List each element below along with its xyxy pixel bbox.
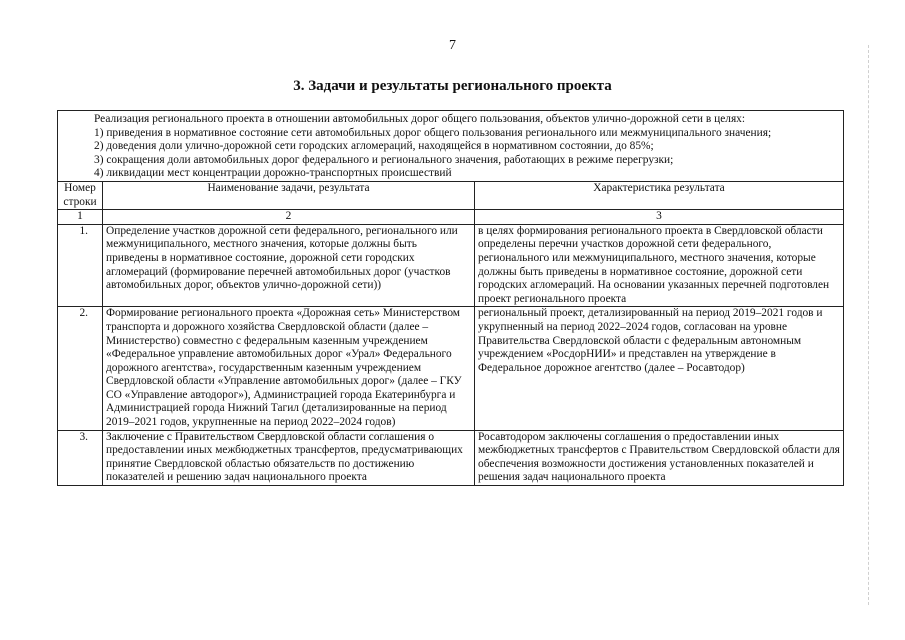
intro-line: 3) сокращения доли автомобильных дорог федерального и регионального значения, работающих в режиме перегрузки; — [94, 153, 674, 166]
result-cell: в целях формирования регионального проекта в Свердловской области определены перечни участков дорожной сети федерального, регионального или межмуниципального, местного значения, которые должны быть приведены в нормативное состояние, дорожной сети городских агломераций. На основании указанных перечней подготовлен проект регионального проекта — [475, 224, 844, 307]
intro-line: Реализация регионального проекта в отношении автомобильных дорог общего пользования, объектов улично-дорожной сети в целях: — [94, 113, 746, 125]
table-row — [58, 307, 844, 430]
column-numbers-row — [58, 210, 844, 225]
header-row — [58, 181, 844, 209]
page-number: 7 — [449, 38, 456, 53]
intro-row — [58, 111, 844, 182]
result-cell: региональный проект, детализированный на период 2019–2021 годов и укрупненный на период 2022–2024 годов, согласован на уровне Правительства Свердловской области с федеральным автономным учреждением «РосдорНИИ» и представлен на утверждение в Федеральное дорожное агентство (далее – Росавтодор) — [475, 307, 844, 430]
intro-line: 1) приведения в нормативное состояние сети автомобильных дорог общего пользования регионального или межмуниципального значения; — [94, 126, 772, 139]
row-number: 1. — [58, 224, 103, 307]
table-row — [58, 430, 844, 485]
section-title: 3. Задачи и результаты регионального проекта — [293, 78, 612, 94]
intro-line: 4) ликвидации мест концентрации дорожно-транспортных происшествий — [94, 167, 452, 180]
column-number: 3 — [475, 210, 844, 225]
task-cell: Определение участков дорожной сети федерального, регионального или межмуниципального, местного значения, которые должны быть приведены в нормативное состояние, дорожной сети городских агломераций (формирование перечней автомобильных дорог (участков автомобильных дорог, объектов улично-дорожной сети)) — [103, 224, 475, 307]
row-number: 3. — [58, 430, 103, 485]
tasks-results-table — [57, 110, 844, 486]
intro-line: 2) доведения доли улично-дорожной сети городских агломераций, находящейся в нормативном состоянии, до 85%; — [94, 140, 654, 153]
table-row — [58, 224, 844, 307]
task-cell: Формирование регионального проекта «Дорожная сеть» Министерством транспорта и дорожного хозяйства Свердловской области (далее – Министерство) совместно с федеральным казенным учреждением «Федеральное управление автомобильных дорог «Урал» Федерального дорожного агентства», государственным казенным учреждением Свердловской области «Управление автомобильных дорог» (далее – ГКУ СО «Управление автодорог»), Администрацией города Екатеринбурга и Администрацией города Нижний Тагил (детализированные на период 2019–2021 годов, укрупненные на период 2022–2024 годов) — [103, 307, 475, 430]
header-result: Характеристика результата — [475, 181, 844, 209]
task-cell: Заключение с Правительством Свердловской области соглашения о предоставлении иных межбюджетных трансфертов, предусматривающих принятие Свердловской областью обязательств по достижению показателей и решению задач национального проекта — [103, 430, 475, 485]
column-number: 2 — [103, 210, 475, 225]
result-cell: Росавтодором заключены соглашения о предоставлении иных межбюджетных трансфертов с Правительством Свердловской области для обеспечения возможности достижения установленных показателей и решения задач национального проекта — [475, 430, 844, 485]
page-edge-line — [868, 45, 869, 605]
header-task: Наименование задачи, результата — [103, 181, 475, 209]
intro-cell — [58, 111, 844, 182]
column-number: 1 — [58, 210, 103, 225]
header-num: Номер строки — [58, 181, 103, 209]
row-number: 2. — [58, 307, 103, 430]
